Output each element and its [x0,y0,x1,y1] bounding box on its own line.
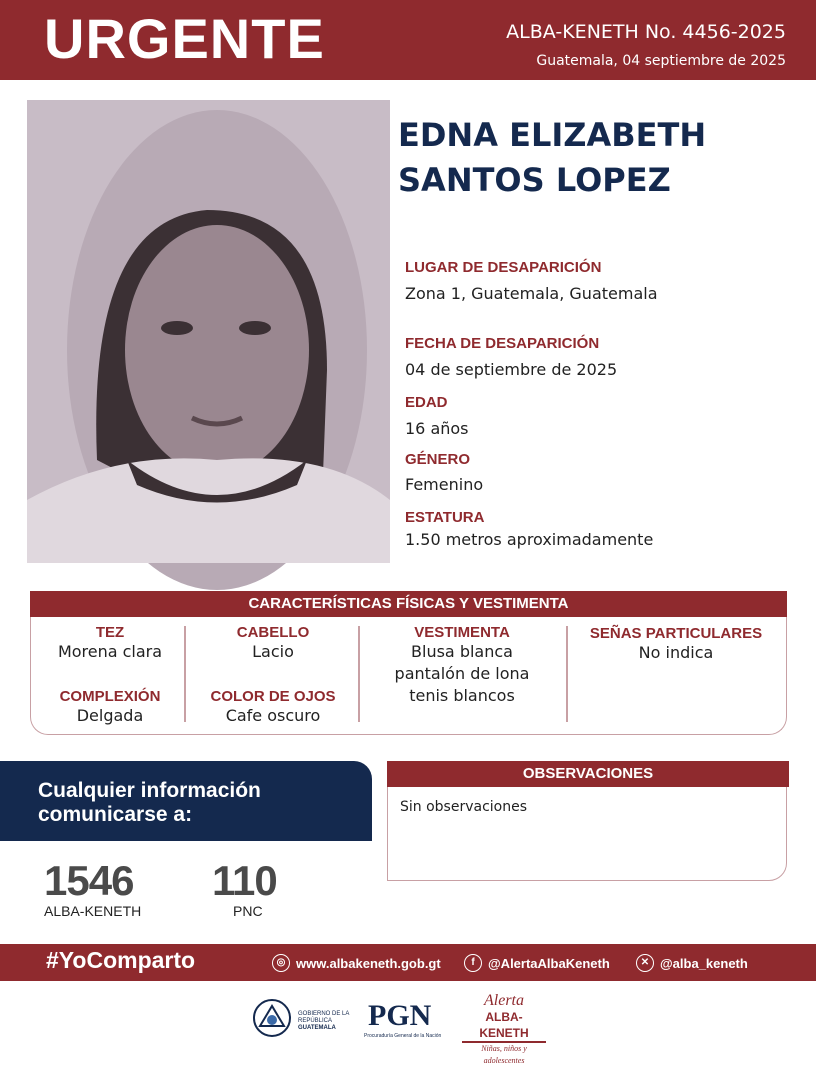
facebook-text: @AlertaAlbaKeneth [488,955,610,971]
website-text: www.albakeneth.gob.gt [296,955,441,971]
gov-logo-line-1: GOBIERNO DE LA REPÚBLICA [298,1011,350,1024]
clothing-line: tenis blancos [409,686,515,705]
tez-block [40,624,180,663]
clothing-line: pantalón de lona [394,664,530,683]
clothing-block [364,624,560,707]
hotline-label-pnc: PNC [233,903,263,919]
tez-label: TEZ [95,624,125,641]
contact-line-1: Cualquier información [38,779,261,802]
complexion-value: Delgada [76,706,144,725]
facebook-link[interactable] [464,954,610,972]
coat-of-arms-icon [250,996,294,1040]
location-value: Zona 1, Guatemala, Guatemala [405,284,658,303]
hotline-label-alba: ALBA-KENETH [44,903,142,919]
government-logo [250,993,360,1043]
marks-block [570,625,782,664]
gender-label: GÉNERO [405,451,471,468]
x-text: @alba_keneth [660,955,748,971]
characteristics-title: CARACTERÍSTICAS FÍSICAS Y VESTIMENTA [30,591,787,617]
observations-title: OBSERVACIONES [387,761,789,787]
urgent-title: URGENTE [44,7,325,70]
hair-value: Lacio [252,642,294,661]
hair-block [192,624,354,663]
age-value: 16 años [405,419,469,438]
column-divider [184,626,186,722]
clothing-label: VESTIMENTA [414,624,510,641]
alba-keneth-logo [462,992,546,1065]
pgn-logo [364,993,448,1043]
date-value: 04 de septiembre de 2025 [405,360,618,379]
x-logo-icon: ✕ [636,954,654,972]
hair-label: CABELLO [236,624,310,641]
contact-text [38,779,261,827]
clothing-line: Blusa blanca [411,642,513,661]
globe-icon: ◎ [272,954,290,972]
height-label: ESTATURA [405,509,485,526]
height-value: 1.50 metros aproximadamente [405,530,654,549]
alba-logo-subtitle: Niñas, niños y adolescentes [481,1044,527,1065]
eye-color-block [192,688,354,727]
alba-logo-alerta: Alerta [484,992,524,1009]
name-line-2: SANTOS LOPEZ [398,161,671,199]
date-label: FECHA DE DESAPARICIÓN [405,335,600,352]
gender-value: Femenino [405,475,484,494]
pgn-logo-text: PGN [368,999,432,1032]
marks-label: SEÑAS PARTICULARES [589,625,763,642]
hotline-number-pnc: 110 [212,857,277,904]
hashtag: #YoComparto [46,947,196,973]
tez-value: Morena clara [57,642,163,661]
alert-number: ALBA-KENETH No. 4456-2025 [506,21,786,43]
observations-text: Sin observaciones [400,799,528,815]
complexion-label: COMPLEXIÓN [59,688,161,705]
name-line-1: EDNA ELIZABETH [398,116,707,154]
column-divider [566,626,568,722]
hotline-number-alba: 1546 [44,857,134,904]
pgn-logo-subtitle: Procuraduría General de la Nación [364,1033,442,1039]
missing-person-photo [27,100,390,563]
website-link[interactable] [272,954,441,972]
marks-value: No indica [638,643,714,662]
alert-date: Guatemala, 04 septiembre de 2025 [536,53,786,69]
gov-logo-line-2: GUATEMALA [298,1025,336,1031]
alba-logo-text: ALBA-KENETH [462,1009,546,1043]
complexion-block [40,688,180,727]
x-link[interactable] [636,954,748,972]
eye-color-value: Cafe oscuro [225,706,321,725]
missing-person-name [398,113,798,203]
facebook-icon: f [464,954,482,972]
location-label: LUGAR DE DESAPARICIÓN [405,259,602,276]
contact-line-2: comunicarse a: [38,803,193,826]
age-label: EDAD [405,394,448,411]
eye-color-label: COLOR DE OJOS [210,688,336,705]
column-divider [358,626,360,722]
